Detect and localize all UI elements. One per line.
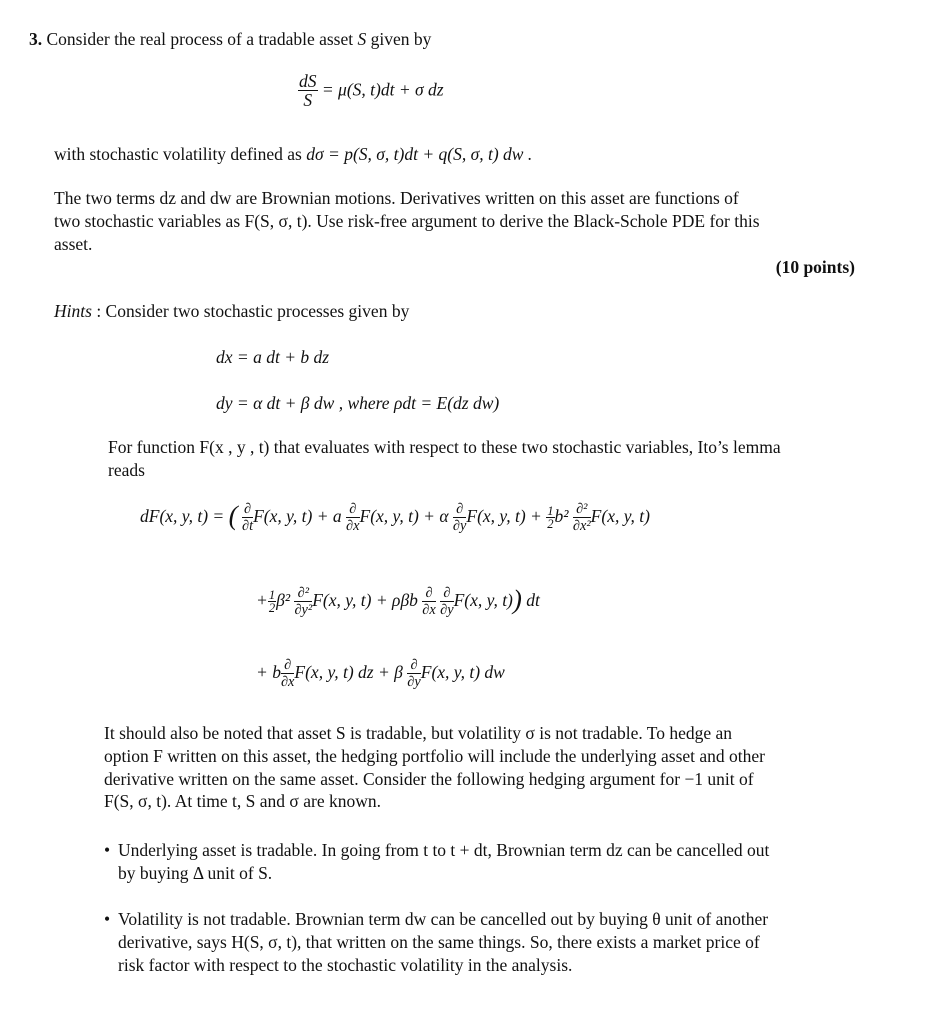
- bullet-glyph: •: [104, 840, 111, 860]
- paragraph-1: [54, 187, 874, 255]
- ito-row2-dt: dt: [526, 589, 540, 610]
- points-label: (10 points): [775, 257, 855, 277]
- ito-term-1: F(x, y, t) + a: [253, 505, 342, 526]
- bullet-2-line-3: risk factor with respect to the stochastic volatility in the analysis.: [118, 954, 573, 975]
- hint-equation-x: dx = a dt + b dz: [216, 347, 330, 367]
- ito-equation-row-2: + $\frac{1}{2}$ β² $\frac{\text{∂²}}{\text{∂y²}}$ F(x, y, t) + ρβb $\frac{\partial}{\partial x}$ $\frac{\partial}{\partial y}$ F(x, y, t)) dt: [256, 584, 540, 619]
- bullet-glyph: •: [104, 909, 111, 929]
- hints-label: Hints: [54, 301, 92, 321]
- hint-equation-y: dy = α dt + β dw , where ρdt = E(dz dw): [216, 393, 500, 413]
- closing-line-3: derivative written on the same asset. Consider the following hedging argument for −1 unit of: [104, 768, 754, 789]
- bullet-item-2: [104, 908, 884, 976]
- ito-equation-row-1: dF(x, y, t) = ( $\frac{\partial}{\partial t}$ F(x, y, t) + a $\frac{\partial}{\partial x}$ F(x, y, t) + α $\frac{\partial}{\partial y}$ F(x, y, t) + $\frac{1}{2}$ b² $\frac{\text{∂²}}{\text{∂x²}}$ F(x, y, t): [140, 500, 650, 535]
- problem-intro-var: S: [357, 29, 367, 49]
- closing-line-1: It should also be noted that asset S is tradable, but volatility σ is not tradable. To hedge an: [104, 723, 733, 743]
- ito-row3-a: F(x, y, t) dz + β: [294, 661, 403, 682]
- paragraph-1-line-2: two stochastic variables as F(S, σ, t). Use risk-free argument to derive the Black-Schole PDE for this: [54, 210, 760, 231]
- ito-line-2: reads: [108, 459, 145, 480]
- problem-intro-tail: given by: [366, 29, 432, 49]
- volatility-line: [54, 143, 532, 166]
- hints-label-tail: : Consider two stochastic processes given by: [91, 301, 410, 321]
- price-eq-num: dS: [299, 71, 317, 91]
- ito-row2-a: F(x, y, t) + ρβb: [312, 589, 418, 610]
- problem-number: 3.: [29, 29, 43, 49]
- volatility-equation: dσ = p(S, σ, t)dt + q(S, σ, t) dw .: [306, 144, 533, 164]
- volatility-text: with stochastic volatility defined as: [54, 144, 307, 164]
- bullet-2-line-2: derivative, says H(S, σ, t), that written on the same things. So, there exists a market price of: [118, 931, 760, 952]
- hints-line: [54, 300, 409, 323]
- price-equation: [298, 72, 444, 111]
- bullet-1-line-1: Underlying asset is tradable. In going from t to t + dt, Brownian term dz can be cancelled out: [118, 840, 770, 860]
- closing-line-2: option F written on this asset, the hedging portfolio will include the underlying asset and other: [104, 745, 766, 766]
- ito-equation-row-3: + b $\frac{\partial}{\partial x}$ F(x, y, t) dz + β $\frac{\partial}{\partial y}$ F(x, y, t) dw: [256, 657, 505, 691]
- ito-term-4: F(x, y, t): [590, 505, 650, 526]
- ito-term-3: F(x, y, t) +: [466, 505, 542, 526]
- price-eq-den: S: [303, 90, 313, 111]
- ito-row3-b: F(x, y, t) dw: [420, 661, 505, 682]
- bullet-1-line-2: by buying Δ unit of S.: [118, 862, 273, 883]
- problem-intro: [29, 28, 431, 51]
- ito-lhs: dF(x, y, t) =: [140, 505, 229, 526]
- ito-line-1: For function F(x , y , t) that evaluates with respect to these two stochastic variables, Ito’s lemma: [108, 437, 781, 457]
- bullet-2-line-1: Volatility is not tradable. Brownian term dw can be cancelled out by buying θ unit of another: [118, 909, 769, 929]
- ito-row2-b: F(x, y, t): [453, 589, 513, 610]
- closing-paragraph: [104, 722, 884, 813]
- ito-term-2: F(x, y, t) + α: [359, 505, 449, 526]
- bullet-item-1: [104, 839, 884, 885]
- closing-line-4: F(S, σ, t). At time t, S and σ are known.: [104, 791, 381, 812]
- price-eq-rhs: = μ(S, t)dt + σ dz: [321, 79, 444, 100]
- ito-paragraph: [108, 436, 868, 482]
- paragraph-1-line-3: asset.: [54, 233, 93, 254]
- problem-intro-text: Consider the real process of a tradable asset: [46, 29, 358, 49]
- paragraph-1-line-1: The two terms dz and dw are Brownian motions. Derivatives written on this asset are functions of: [54, 188, 739, 208]
